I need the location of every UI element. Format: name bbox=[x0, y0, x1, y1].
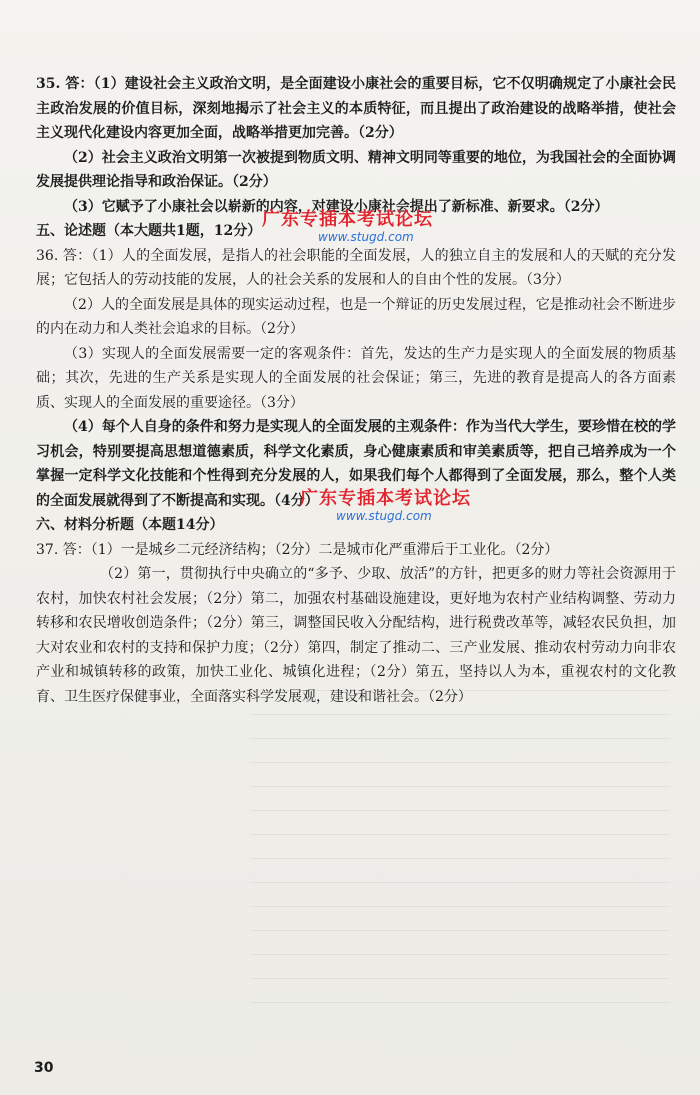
q35-paragraph-2: （2）社会主义政治文明第一次被提到物质文明、精神文明同等重要的地位，为我国社会的全面协调发展提供理论指导和政治保证。（2分） bbox=[36, 149, 676, 190]
q36-paragraph-3: （3）实现人的全面发展需要一定的客观条件：首先，发达的生产力是实现人的全面发展的物质基础；其次，先进的生产关系是实现人的全面发展的社会保证；第三，先进的教育是提高人的各方面素质、实现人的全面发展的重要途径。（3分） bbox=[36, 345, 676, 411]
section-6-title: 六、材料分析题（本题14分） bbox=[36, 517, 224, 533]
answer-text-block bbox=[36, 72, 676, 709]
bleed-through-text bbox=[250, 690, 670, 1010]
q35-paragraph-1: 35. 答：（1）建设社会主义政治文明，是全面建设小康社会的重要目标，它不仅明确规定了小康社会民主政治发展的价值目标，深刻地揭示了社会主义的本质特征，而且提出了政治建设的战略举措，使社会主义现代化建设内容更加全面，战略举措更加完善。（2分） bbox=[36, 76, 676, 141]
url-watermark-top: www.stugd.com bbox=[318, 230, 414, 244]
q37-paragraph-2: （2）第一，贯彻执行中央确立的“多予、少取、放活”的方针，把更多的财力等社会资源用于农村，加快农村社会发展；（2分）第二，加强农村基础设施建设，更好地为农村产业结构调整、劳动力转移和农民增收创造条件；（2分）第三，调整国民收入分配结构，进行税费改革等，减轻农民负担，加大对农业和农村的支持和保护力度；（2分）第四，制定了推动二、三产业发展、推动农村劳动力向非农产业和城镇转移的政策，加快工业化、城镇化进程；（2分）第五，坚持以人为本，重视农村的文化教育、卫生医疗保健事业，全面落实科学发展观，建设和谐社会。（2分） bbox=[36, 566, 676, 705]
q37-paragraph-1: 37. 答：（1）一是城乡二元经济结构；（2分）二是城市化严重滞后于工业化。（2分） bbox=[36, 541, 559, 558]
q36-paragraph-1: 36. 答：（1）人的全面发展，是指人的社会职能的全面发展，人的独立自主的发展和人的天赋的充分发展；它包括人的劳动技能的发展，人的社会关系的发展和人的自由个性的发展。（3分） bbox=[36, 247, 676, 288]
section-5-title: 五、论述题（本大题共1题，12分） bbox=[36, 223, 262, 239]
forum-watermark-top: 广东专插本考试论坛 bbox=[262, 209, 433, 230]
url-watermark-middle: www.stugd.com bbox=[336, 509, 432, 523]
page-number: 30 bbox=[34, 1060, 54, 1076]
forum-watermark-middle: 广东专插本考试论坛 bbox=[300, 488, 471, 509]
q35-paragraph-3: （3）它赋予了小康社会以崭新的内容，对建设小康社会提出了新标准、新要求。（2分） bbox=[64, 198, 609, 215]
q36-paragraph-4: （4）每个人自身的条件和努力是实现人的全面发展的主观条件：作为当代大学生，要珍惜在校的学习机会，特别要提高思想道德素质，科学文化素质，身心健康素质和审美素质等，把自己培养成为一个掌握一定科学文化技能和个性得到充分发展的人，如果我们每个人都得到了全面发展，那么，整个人类的全面发展就得到了不断提高和实现。（4分） bbox=[36, 419, 676, 509]
q36-paragraph-2: （2）人的全面发展是具体的现实运动过程，也是一个辩证的历史发展过程，它是推动社会不断进步的内在动力和人类社会追求的目标。（2分） bbox=[36, 296, 676, 337]
